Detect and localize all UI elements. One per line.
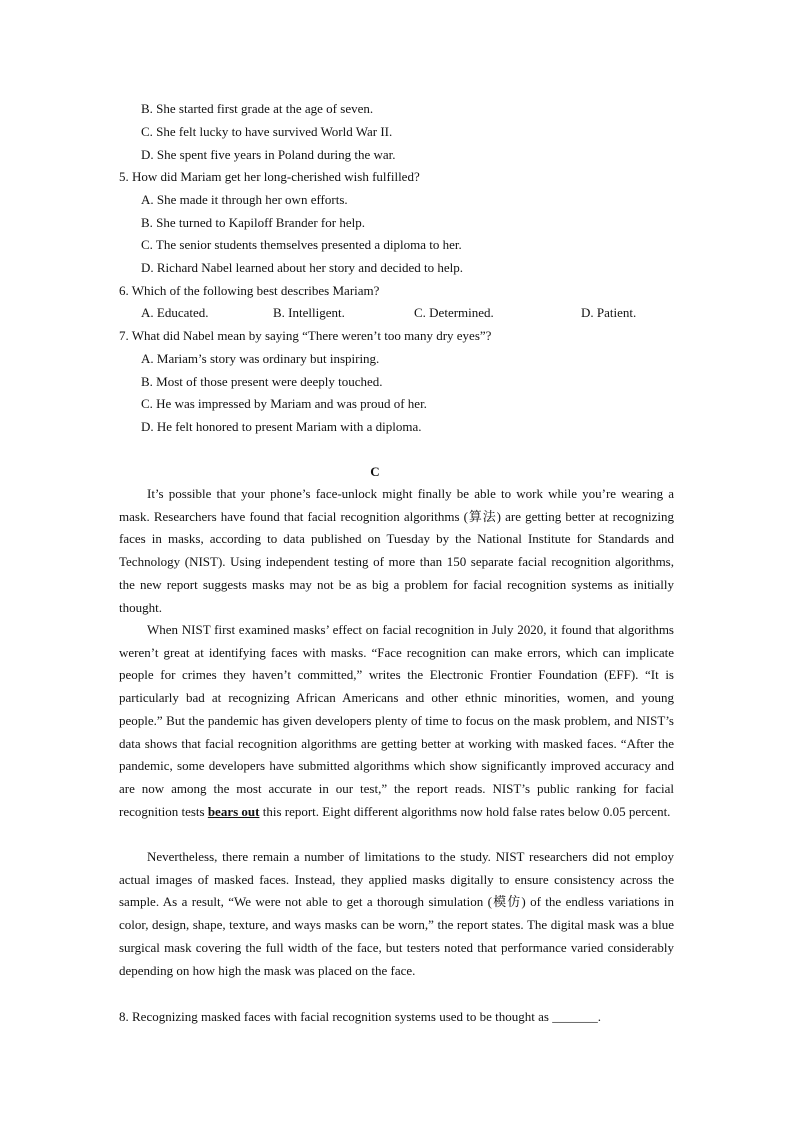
q5-stem: 5. How did Mariam get her long-cherished wish fulfilled?	[119, 169, 420, 184]
q7-option-c: C. He was impressed by Mariam and was proud of her.	[141, 396, 427, 411]
q5-option-c: C. The senior students themselves presented a diploma to her.	[141, 237, 462, 252]
passage-paragraph-2	[119, 619, 674, 823]
q7-option-d: D. He felt honored to present Mariam with a diploma.	[141, 419, 422, 434]
paragraph-2-text-after: this report. Eight different algorithms now hold false rates below 0.05 percent.	[259, 803, 671, 819]
paragraph-2-text-before: When NIST first examined masks’ effect on facial recognition in July 2020, it found that algorithms weren’t great at identifying faces with masks. “Face recognition can make errors, which can implicate people for crimes they haven’t committed,” writes the Electronic Frontier Foundation (EFF). “It is particularly bad at recognizing African Americans and other ethnic minorities, women, and young people.” But the pandemic has given developers plenty of time to focus on the mask problem, and NIST’s data shows that facial recognition algorithms are getting better at working with masked faces. “After the pandemic, some developers have submitted algorithms which show significantly improved accuracy and are now among the most accurate in our test,” the report reads. NIST’s public ranking for facial recognition tests	[119, 622, 674, 819]
q5-option-d: D. Richard Nabel learned about her story and decided to help.	[141, 260, 463, 275]
q7-option-b: B. Most of those present were deeply touched.	[141, 374, 383, 389]
passage-paragraph-1	[119, 483, 674, 619]
q4-option-d: D. She spent five years in Poland during the war.	[141, 147, 396, 162]
q4-option-c: C. She felt lucky to have survived World War II.	[141, 124, 393, 139]
q5-option-a: A. She made it through her own efforts.	[141, 192, 348, 207]
section-heading: C	[370, 464, 380, 479]
q6-option-a: A. Educated.	[141, 305, 209, 320]
q6-option-c: C. Determined.	[414, 305, 494, 320]
paragraph-3-text: Nevertheless, there remain a number of limitations to the study. NIST researchers did not employ actual images of masked faces. Instead, they applied masks digitally to ensure consistency across the sample. As a result, “We were not able to get a thorough simulation (模仿) of the endless variations in color, design, shape, texture, and ways masks can be worn,” the report states. The digital mask was a blue surgical mask covering the full width of the face, but testers noted that performance varied considerably depending on how high the mask was placed on the face.	[119, 849, 674, 978]
q6-option-d: D. Patient.	[581, 305, 637, 320]
q4-option-b: B. She started first grade at the age of seven.	[141, 101, 374, 116]
q7-option-a: A. Mariam’s story was ordinary but inspiring.	[141, 351, 380, 366]
passage-paragraph-3	[119, 846, 674, 982]
q5-option-b: B. She turned to Kapiloff Brander for help.	[141, 215, 365, 230]
paragraph-1-text: It’s possible that your phone’s face-unlock might finally be able to work while you’re wearing a mask. Researchers have found that facial recognition algorithms (算法) are getting better at recognizing faces in masks, according to data published on Tuesday by the National Institute for Standards and Technology (NIST). Using independent testing of more than 150 separate facial recognition algorithms, the new report suggests masks may not be as big a problem for facial recognition systems as initially thought.	[119, 486, 674, 615]
underlined-phrase: bears out	[207, 803, 260, 819]
q6-option-b: B. Intelligent.	[273, 305, 345, 320]
q6-stem: 6. Which of the following best describes Mariam?	[119, 283, 380, 298]
q7-stem: 7. What did Nabel mean by saying “There weren’t too many dry eyes”?	[119, 328, 492, 343]
q8-stem: 8. Recognizing masked faces with facial recognition systems used to be thought as _______.	[119, 1009, 601, 1024]
